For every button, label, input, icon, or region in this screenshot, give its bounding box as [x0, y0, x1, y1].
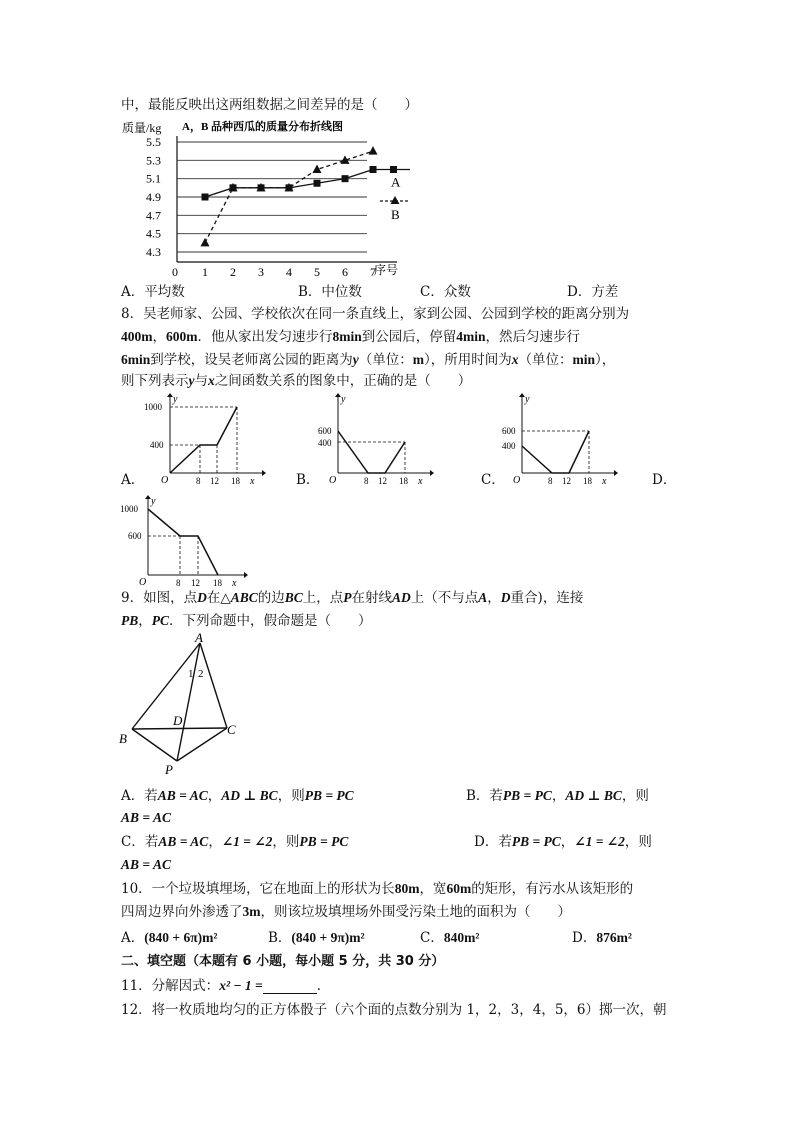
q9-t1: 9．如图，点: [121, 590, 198, 606]
q9-PC: PC: [151, 613, 170, 628]
q10-len: 80m: [394, 881, 420, 896]
chart-x-tick-label: 3: [258, 265, 264, 279]
graph-a-12: 12: [210, 476, 219, 486]
section-heading-fill-blank: 二、填空题（本题有 6 小题，每小题 5 分，共 30 分）: [121, 954, 445, 969]
q8-line2: [121, 327, 580, 347]
graph-a-400: 400: [150, 440, 164, 450]
graph-a-1000: 1000: [144, 402, 162, 412]
q8-option-d[interactable]: D．: [652, 472, 677, 488]
fig-label-d: D: [173, 713, 183, 728]
q9a-m3: PB = PC: [304, 788, 354, 803]
q8-y: y: [352, 352, 359, 367]
q9-line1: [121, 588, 583, 608]
q9b-m3: AB = AC: [121, 810, 171, 825]
q8-line3: [121, 350, 615, 370]
q8-d1: 400m: [121, 329, 153, 344]
q9c-m3: PB = PC: [299, 834, 349, 849]
fig-label-c: C: [227, 722, 236, 737]
q9-t4: 上，点: [302, 590, 344, 606]
q10-t5: ，则该垃圾填埋场外围受污染土地的面积为（ ）: [260, 904, 571, 920]
q9-t2: 在△: [206, 590, 231, 606]
fig-label-b: B: [119, 731, 127, 746]
q9-option-b-cont: [121, 808, 171, 828]
chart-x-tick-label: 5: [314, 265, 320, 279]
q10c-label: C．: [420, 930, 444, 946]
q8-d2: 600m: [166, 329, 198, 344]
q8-line1: 8．吴老师家、公园、学校依次在同一条直线上，家到公园、公园到学校的距离分别为: [121, 306, 630, 322]
q9-t5: 在射线: [351, 590, 393, 606]
q8-text11: 与: [194, 373, 208, 389]
q9-t3: 的边: [257, 590, 285, 606]
fig-label-a: A: [195, 630, 203, 645]
q10-line2: [121, 902, 571, 922]
fig-label-p: P: [165, 762, 173, 777]
graph-d-x: x: [232, 578, 237, 589]
q9d-t2: ，: [560, 834, 575, 850]
graph-c-12: 12: [562, 476, 571, 486]
graph-b-600: 600: [318, 426, 332, 436]
chart-legend-label-A: A: [391, 174, 401, 190]
q7-option-d[interactable]: D．方差: [567, 284, 619, 300]
graph-b-18: 18: [399, 476, 408, 486]
graph-d-12: 12: [191, 578, 200, 588]
chart-ylabel: 质量/kg: [122, 121, 162, 135]
q8-graph-d[interactable]: [120, 495, 248, 589]
q10d-expr: 876m²: [596, 930, 632, 945]
q8-text12: 之间函数关系的图象中，正确的是（ ）: [214, 373, 472, 389]
graph-d-y: y: [151, 496, 156, 507]
q9-comma: ，: [138, 613, 152, 629]
q11-t1: 11．分解因式：: [121, 978, 220, 994]
q7-option-b[interactable]: B．中位数: [298, 284, 362, 300]
q8-text7: ），所用时间为: [424, 352, 512, 368]
graph-a-o: O: [161, 475, 169, 486]
q10-option-d[interactable]: [572, 928, 632, 948]
chart-y-tick-label: 4.3: [146, 245, 161, 259]
q10-dep: 3m: [242, 904, 261, 919]
q10-t1: 10．一个垃圾填埋场，它在地面上的形状为长: [121, 881, 395, 897]
q10c-expr: 840m²: [443, 930, 480, 945]
fig-angle-2: 2: [198, 668, 204, 680]
graph-d-o: O: [139, 577, 147, 588]
chart-xlabel: 序号: [374, 263, 399, 277]
q8-text4: ，然后匀速步行: [485, 329, 581, 345]
q9-A: A: [478, 590, 488, 605]
q8-graph-b[interactable]: [318, 393, 433, 485]
graph-c-x: x: [602, 476, 607, 487]
graph-d-18: 18: [213, 578, 222, 588]
q9c-t2: ，: [208, 834, 222, 850]
chart-x-tick-label: 4: [286, 265, 292, 279]
q8-x: x: [511, 352, 519, 367]
graph-a-8: 8: [196, 476, 201, 486]
q12-line1: 12．将一枚质地均匀的正方体骰子（六个面的点数分别为 1，2，3，4，5，6）掷一次，朝: [121, 1002, 667, 1018]
q8-t2: 4min: [456, 329, 486, 344]
graph-c-8: 8: [548, 476, 553, 486]
chart-legend-marker-B: [391, 196, 400, 204]
q9b-m1: PB = PC: [502, 788, 552, 803]
q9d-m2: ∠1 = ∠2: [574, 834, 625, 849]
q9-AD: AD: [392, 590, 411, 605]
q9-t6: 上（不与点: [410, 590, 479, 606]
q9-t7: ，: [487, 590, 501, 606]
q10a-expr: (840 + 6π)m²: [144, 930, 218, 945]
graph-b-12: 12: [378, 476, 387, 486]
q10d-label: D．: [572, 930, 597, 946]
q9a-t1: A．若: [121, 788, 158, 804]
q9b-t1: B．若: [466, 788, 503, 804]
q9c-m2: ∠1 = ∠2: [221, 834, 273, 849]
q8-text6: （单位：: [358, 352, 413, 368]
chart-point-B: [369, 146, 378, 155]
q8-text9: ），: [595, 352, 616, 368]
q7-stem-line: 中，最能反映出这两组数据之间差异的是（ ）: [121, 97, 418, 113]
q10-wid: 60m: [446, 881, 472, 896]
q9-triangle-figure: [115, 630, 250, 778]
q9-D2: D: [500, 590, 511, 605]
q9a-t3: ，则: [277, 788, 305, 804]
chart-origin: 0: [172, 265, 178, 279]
q8-t1: 8min: [332, 329, 362, 344]
q8-graph-c[interactable]: [502, 393, 617, 485]
q9b-t3: ，则: [621, 788, 649, 804]
q9-option-d-cont: [121, 855, 171, 875]
fig-angle-1: 1: [188, 668, 194, 680]
chart-point-A: [342, 175, 349, 182]
q9c-m1: AB = AC: [158, 834, 209, 849]
q8-option-a[interactable]: A．: [121, 472, 145, 488]
chart-y-tick-label: 5.3: [146, 153, 161, 168]
q9-t8: 重合)，连接: [510, 590, 584, 606]
q8-x2: x: [208, 373, 215, 388]
q7-option-c[interactable]: C．众数: [420, 284, 471, 300]
chart-y-tick-label: 5.5: [146, 135, 161, 149]
graph-a-18: 18: [231, 476, 240, 486]
q8-text10: 则下列表示: [121, 373, 189, 389]
chart-x-tick-label: 1: [202, 265, 208, 279]
graph-d-8: 8: [176, 578, 181, 588]
q10-t2: ，宽: [419, 881, 447, 897]
q9c-t1: C．若: [121, 834, 159, 850]
chart-y-tick-label: 4.7: [146, 208, 161, 223]
chart-title: A，B 品种西瓜的质量分布折线图: [182, 121, 344, 133]
q9a-m1: AB = AC: [157, 788, 208, 803]
chart-x-tick-label: 7: [370, 265, 376, 279]
q11-answer-blank[interactable]: [263, 979, 317, 994]
q8-t3: 6min: [121, 352, 151, 367]
q10a-label: A．: [121, 930, 145, 946]
q10-t4: 四周边界向外渗透了: [121, 904, 243, 920]
chart-y-tick-label: 4.9: [146, 190, 161, 204]
q10-line1: [121, 879, 633, 899]
q10-option-b[interactable]: [268, 928, 365, 948]
q8-sep: ，: [152, 329, 166, 345]
q9-option-d[interactable]: [474, 832, 652, 852]
q9b-m2: AD ⊥ BC: [565, 788, 622, 803]
q9d-m3: AB = AC: [121, 857, 171, 872]
q9-option-a[interactable]: [121, 786, 354, 806]
q9a-t2: ，: [207, 788, 222, 804]
chart-y-tick-label: 4.5: [146, 226, 161, 241]
graph-b-o: O: [329, 475, 337, 486]
graph-c-400: 400: [502, 441, 516, 451]
graph-c-y: y: [525, 394, 530, 405]
q9-line2: [121, 611, 372, 631]
chart-x-tick-label: 2: [230, 265, 236, 279]
graph-a-x: x: [250, 476, 255, 487]
q8-m: m: [412, 352, 425, 367]
q9d-m1: PB = PC: [511, 834, 561, 849]
chart-point-B: [201, 238, 210, 246]
q9c-t3: ，则: [272, 834, 300, 850]
graph-c-o: O: [513, 475, 521, 486]
chart-y-tick-label: 5.1: [146, 171, 161, 186]
q8-text3: 到公园后，停留: [361, 329, 457, 345]
q7-option-a[interactable]: A．平均数: [121, 284, 185, 300]
q9-P: P: [343, 590, 352, 605]
graph-b-x: x: [418, 476, 423, 487]
line-chart-watermelon: [112, 114, 412, 279]
q11-end: ．: [316, 978, 331, 994]
graph-d-600: 600: [128, 531, 142, 541]
q8-graph-a[interactable]: [144, 393, 265, 487]
q10-option-a[interactable]: [121, 928, 217, 948]
q9-D: D: [197, 590, 207, 605]
chart-legend-marker-A: [390, 166, 397, 173]
q8-text2: ．他从家出发匀速步行: [197, 329, 333, 345]
q9-t9: ．下列命题中，假命题是（ ）: [169, 613, 372, 629]
q9-option-b[interactable]: [466, 786, 649, 806]
q9-ABC: ABC: [230, 590, 258, 605]
q11-line: [121, 976, 330, 996]
q8-line4: [121, 371, 471, 391]
q8-option-c[interactable]: C．: [481, 472, 505, 488]
q9-PB: PB: [121, 613, 139, 628]
q8-text8: （单位：: [518, 352, 573, 368]
graph-b-y: y: [341, 394, 346, 405]
q10b-label: B．: [268, 930, 292, 946]
graph-b-8: 8: [364, 476, 369, 486]
q9b-t2: ，: [551, 788, 566, 804]
q8-text5: 到学校，设吴老师离公园的距离为: [150, 352, 353, 368]
graph-a-y: y: [173, 394, 178, 405]
q9d-t1: D．若: [474, 834, 512, 850]
q9-option-c[interactable]: [121, 832, 348, 852]
chart-point-A: [202, 194, 209, 201]
q8-min: min: [572, 352, 596, 367]
q10b-expr: (840 + 9π)m²: [291, 930, 365, 945]
graph-d-1000: 1000: [120, 504, 138, 514]
q9a-m2: AD ⊥ BC: [221, 788, 278, 803]
q9-BC: BC: [284, 590, 303, 605]
graph-b-400: 400: [318, 438, 332, 448]
q10-t3: 的矩形，有污水从该矩形的: [471, 881, 634, 897]
q9d-t3: ，则: [624, 834, 652, 850]
q8-y2: y: [188, 373, 195, 388]
chart-point-A: [314, 180, 321, 187]
graph-c-600: 600: [502, 426, 516, 436]
graph-c-18: 18: [583, 476, 592, 486]
q10-option-c[interactable]: [420, 928, 479, 948]
q8-option-b[interactable]: B．: [296, 472, 320, 488]
q11-expr: x² − 1 =: [219, 978, 263, 993]
chart-x-tick-label: 6: [342, 265, 348, 279]
chart-legend-label-B: B: [391, 207, 400, 222]
